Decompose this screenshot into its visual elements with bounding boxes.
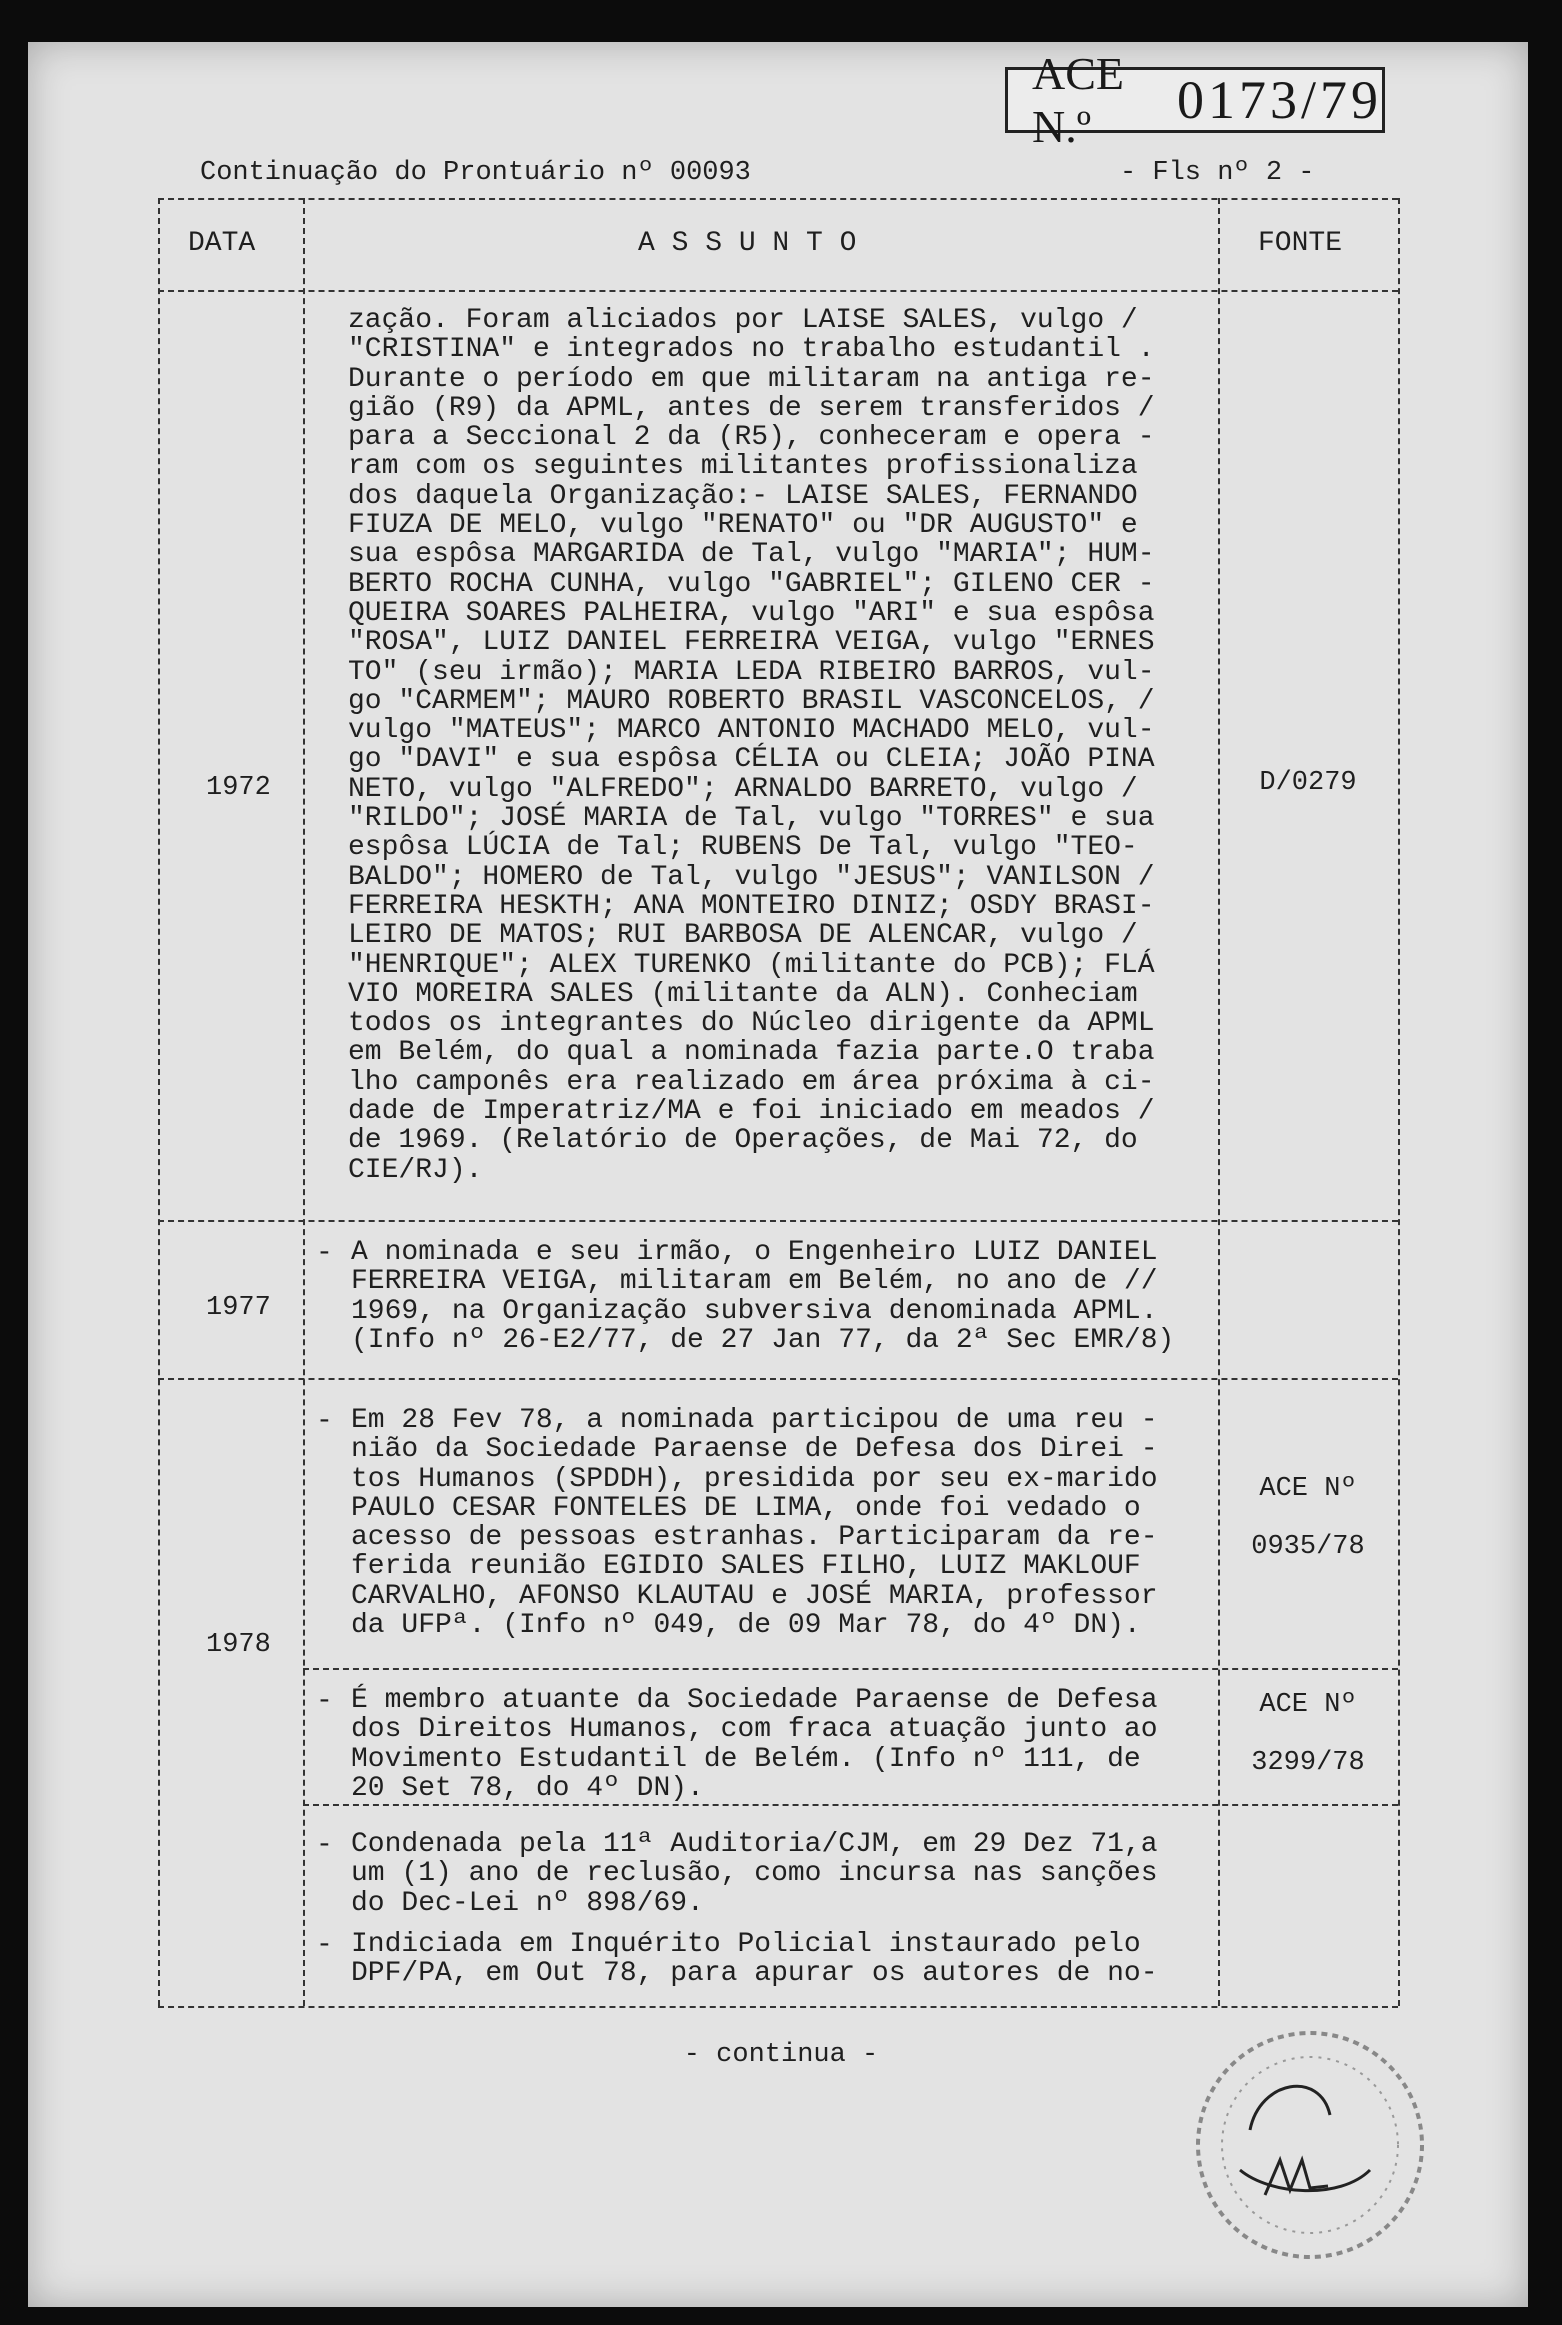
entry-bullet: - (316, 1238, 333, 1269)
table-border-left (158, 198, 160, 2006)
entry-source-label: ACE Nº (1259, 1474, 1357, 1504)
entry-bullet: - (316, 1930, 333, 1961)
entry-bullet: - (316, 1830, 333, 1861)
page-number: - Fls nº 2 - (1120, 158, 1315, 188)
header-divider (158, 290, 1398, 292)
entry-date: 1978 (206, 1630, 271, 1660)
column-divider-date (303, 198, 305, 2006)
ace-number-box (1005, 48, 1385, 152)
entry-date: 1977 (206, 1293, 271, 1323)
entry-text: Indiciada em Inquérito Policial instaurado pelo DPF/PA, em Out 78, para apurar os autores de no- (351, 1929, 1158, 1990)
entry-source-number: 0935/78 (1251, 1532, 1365, 1562)
table-border-right (1398, 198, 1400, 2006)
entry-source-label: ACE Nº (1259, 1690, 1357, 1720)
entry-text: Condenada pela 11ª Auditoria/CJM, em 29 Dez 71,a um (1) ano de reclusão, como incursa nas sanções do Dec-Lei nº 898/69. (351, 1829, 1158, 1919)
entry-text: zação. Foram aliciados por LAISE SALES, vulgo / "CRISTINA" e integrados no trabalho estudantil . Durante o período em que militaram na antiga re- gião (R9) da APML, antes de serem transferidos / para a Seccional 2 da (R5), conheceram e opera - ram com os seguintes militantes profissionaliza dos daquela Organização:- LAISE SALES, FERNANDO FIUZA DE MELO, vulgo "RENATO" ou "DR AUGUSTO" e sua espôsa MARGARIDA de Tal, vulgo "MARIA"; HUM- BERTO ROCHA CUNHA, vulgo "GABRIEL"; GILENO CER - QUEIRA SOARES PALHEIRA, vulgo "ARI" e sua espôsa "ROSA", LUIZ DANIEL FERREIRA VEIGA, vulgo "ERNES TO" (seu irmão); MARIA LEDA RIBEIRO BARROS, vul- go "CARMEM"; MAURO ROBERTO BRASIL VASCONCELOS, / vulgo "MATEUS"; MARCO ANTONIO MACHADO MELO, vul- go "DAVI" e sua espôsa CÉLIA ou CLEIA; JOÃO PINA NETO, vulgo "ALFREDO"; ARNALDO BARRETO, vulgo / "RILDO"; JOSÉ MARIA de Tal, vulgo "TORRES" e sua espôsa LÚCIA de Tal; RUBENS De Tal, vulgo "TEO- BALDO"; HOMERO de Tal, vulgo "JESUS"; VANILSON / FERREIRA HESKTH; ANA MONTEIRO DINIZ; OSDY BRASI- LEIRO DE MATOS; RUI BARBOSA DE ALENCAR, vulgo / "HENRIQUE"; ALEX TURENKO (militante do PCB); FLÁ VIO MOREIRA SALES (militante da ALN). Conheciam todos os integrantes do Núcleo dirigente da APML em Belém, do qual a nominada fazia parte.O traba lho camponês era realizado em área próxima à ci- dade de Imperatriz/MA e foi iniciado em meados / de 1969. (Relatório de Operações, de Mai 72, do CIE/RJ). (348, 305, 1155, 1186)
continuation-title: Continuação do Prontuário nº 00093 (200, 158, 751, 188)
entry-bullet: - (316, 1686, 333, 1717)
table-border-top (158, 198, 1398, 200)
ace-number: 0173/79 (1176, 70, 1382, 130)
row-divider (158, 1378, 1398, 1380)
entry-text: Em 28 Fev 78, a nominada participou de uma reu - nião da Sociedade Paraense de Defesa dos Direi - tos Humanos (SPDDH), presidida por seu ex-marido PAULO CESAR FONTELES DE LIMA, onde foi vedado o acesso de pessoas estranhas. Participaram da re- ferida reunião EGIDIO SALES FILHO, LUIZ MAKLOUF CARVALHO, AFONSO KLAUTAU e JOSÉ MARIA, professor da UFPª. (Info nº 049, de 09 Mar 78, do 4º DN). (351, 1405, 1158, 1642)
column-header-source: FONTE (1258, 228, 1343, 259)
circular-seal-stamp (1180, 2020, 1440, 2270)
row-divider (158, 1220, 1398, 1222)
row-divider (303, 1804, 1398, 1806)
record-table (158, 198, 1398, 2006)
entry-text: É membro atuante da Sociedade Paraense de Defesa dos Direitos Humanos, com fraca atuação junto ao Movimento Estudantil de Belém. (Info nº 111, de 20 Set 78, do 4º DN). (351, 1685, 1158, 1804)
ace-label: ACE N.º (1032, 48, 1124, 152)
entry-bullet: - (316, 1406, 333, 1437)
entry-source-number: 3299/78 (1251, 1748, 1365, 1778)
entry-date: 1972 (206, 773, 271, 803)
row-divider (303, 1668, 1398, 1670)
column-header-date: DATA (188, 228, 256, 259)
entry-text: A nominada e seu irmão, o Engenheiro LUIZ DANIEL FERREIRA VEIGA, militaram em Belém, no ano de // 1969, na Organização subversiva denominada APML. (Info nº 26-E2/77, de 27 Jan 77, da 2ª Sec EMR/8) (351, 1237, 1175, 1356)
entry-source: D/0279 (1259, 768, 1357, 798)
table-border-bottom (158, 2006, 1398, 2008)
column-header-subject: A S S U N T O (638, 228, 857, 259)
continues-note: - continua - (683, 2040, 879, 2070)
